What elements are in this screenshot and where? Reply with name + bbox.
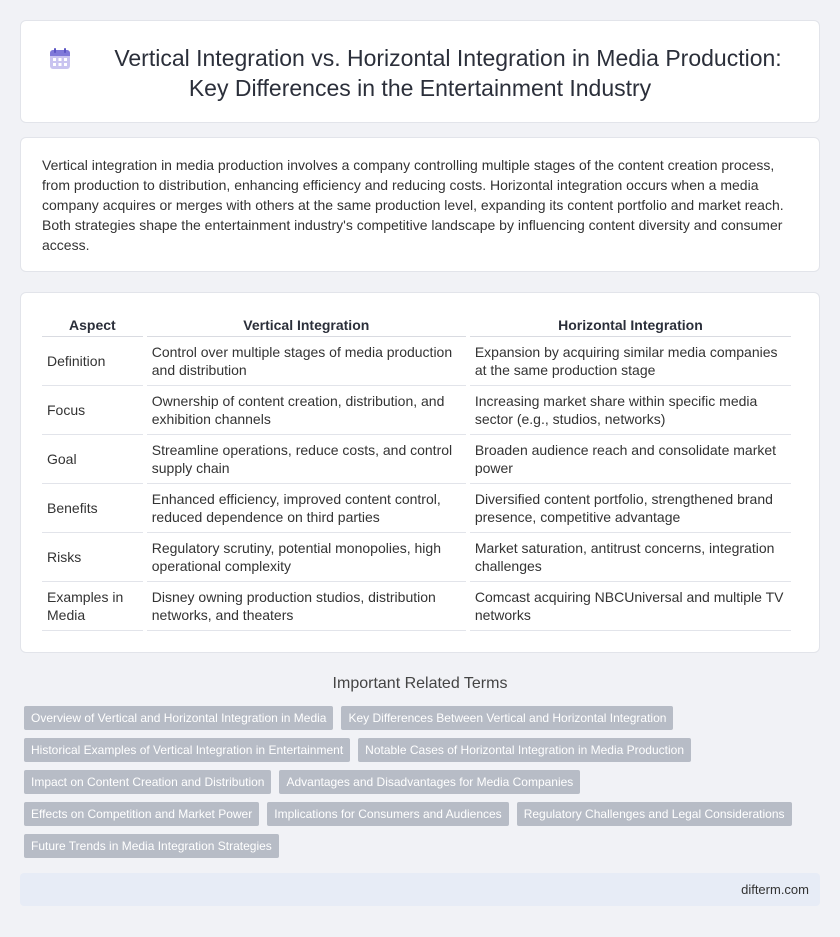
header-vertical: Vertical Integration xyxy=(147,314,466,337)
cell-aspect: Definition xyxy=(42,337,143,386)
related-term-tag[interactable]: Overview of Vertical and Horizontal Integration in Media xyxy=(24,706,333,730)
intro-paragraph: Vertical integration in media production involves a company controlling multiple stages of the content creation process, from production to distribution, enhancing efficiency and reducing costs. Horizontal integration occurs when a media company acquires or merges with others at the same production level, expanding its content portfolio and market reach. Both strategies shape the entertainment industry's competitive landscape by influencing content diversity and consumer access. xyxy=(42,157,784,253)
table-row xyxy=(42,533,791,582)
cell-aspect: Benefits xyxy=(42,484,143,533)
related-term-tag[interactable]: Regulatory Challenges and Legal Considerations xyxy=(517,802,792,826)
related-term-tag[interactable]: Advantages and Disadvantages for Media Companies xyxy=(279,770,580,794)
related-term-tag[interactable]: Future Trends in Media Integration Strategies xyxy=(24,834,279,858)
cell-horizontal: Comcast acquiring NBCUniversal and multiple TV networks xyxy=(470,582,791,631)
related-term-tag[interactable]: Notable Cases of Horizontal Integration in Media Production xyxy=(358,738,691,762)
header-horizontal: Horizontal Integration xyxy=(470,314,791,337)
cell-vertical: Ownership of content creation, distribution, and exhibition channels xyxy=(147,386,466,435)
table-row xyxy=(42,484,791,533)
table-header-row xyxy=(42,314,791,337)
cell-aspect: Focus xyxy=(42,386,143,435)
cell-aspect: Examples in Media xyxy=(42,582,143,631)
footer-site-link[interactable]: difterm.com xyxy=(741,882,809,897)
cell-vertical: Regulatory scrutiny, potential monopolies, high operational complexity xyxy=(147,533,466,582)
cell-vertical: Disney owning production studios, distribution networks, and theaters xyxy=(147,582,466,631)
comparison-card xyxy=(20,292,820,653)
related-term-tag[interactable]: Effects on Competition and Market Power xyxy=(24,802,259,826)
title-card xyxy=(20,20,820,123)
cell-aspect: Risks xyxy=(42,533,143,582)
footer xyxy=(20,873,820,906)
cell-horizontal: Expansion by acquiring similar media companies at the same production stage xyxy=(470,337,791,386)
page-title-line-2: Key Differences in the Entertainment Industry xyxy=(188,75,652,101)
table-row xyxy=(42,386,791,435)
cell-horizontal: Market saturation, antitrust concerns, integration challenges xyxy=(470,533,791,582)
related-term-tag[interactable]: Impact on Content Creation and Distribution xyxy=(24,770,271,794)
page-title xyxy=(21,43,819,103)
cell-vertical: Enhanced efficiency, improved content control, reduced dependence on third parties xyxy=(147,484,466,533)
cell-aspect: Goal xyxy=(42,435,143,484)
table-row xyxy=(42,435,791,484)
related-term-tag[interactable]: Implications for Consumers and Audiences xyxy=(267,802,508,826)
cell-horizontal: Broaden audience reach and consolidate market power xyxy=(470,435,791,484)
comparison-table xyxy=(38,314,795,631)
page-title-line-1: Vertical Integration vs. Horizontal Integration in Media Production: xyxy=(114,45,782,71)
table-row xyxy=(42,337,791,386)
cell-vertical: Streamline operations, reduce costs, and control supply chain xyxy=(147,435,466,484)
cell-horizontal: Diversified content portfolio, strengthened brand presence, competitive advantage xyxy=(470,484,791,533)
cell-horizontal: Increasing market share within specific media sector (e.g., studios, networks) xyxy=(470,386,791,435)
related-term-tag[interactable]: Historical Examples of Vertical Integration in Entertainment xyxy=(24,738,350,762)
related-term-tag[interactable]: Key Differences Between Vertical and Horizontal Integration xyxy=(341,706,673,730)
intro-card xyxy=(20,137,820,272)
related-terms-list xyxy=(24,706,804,866)
table-row xyxy=(42,582,791,631)
related-terms-heading: Important Related Terms xyxy=(332,675,508,692)
cell-vertical: Control over multiple stages of media production and distribution xyxy=(147,337,466,386)
header-aspect: Aspect xyxy=(42,314,143,337)
